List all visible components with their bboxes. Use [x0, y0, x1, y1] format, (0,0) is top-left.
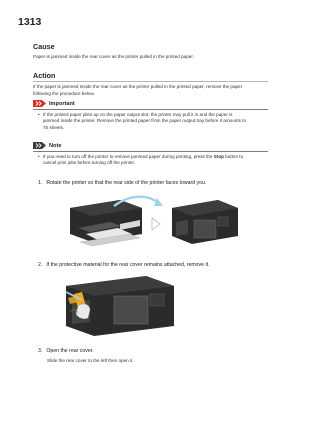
note-bullet [38, 154, 268, 167]
action-text-2: following the procedure below. [33, 91, 95, 96]
step-2-text: If the protective material for the rear cover remains attached, remove it. [46, 262, 210, 268]
stop-button-ref: Stop [213, 154, 224, 159]
important-line-1: If the printed paper piles up on the paper output slot, the printer may pull it in and the paper is [43, 112, 233, 117]
note-callout-header [33, 142, 61, 149]
action-heading: Action [33, 71, 56, 80]
printer-rear-image [172, 200, 238, 244]
error-code-title: 1313 [18, 16, 42, 28]
note-line-1-post: button to [223, 154, 244, 159]
action-divider [33, 81, 268, 82]
note-label: Note [49, 142, 62, 149]
action-text-1: If the paper is jammed inside the rear cover as the printer pulled in the printed paper, remove the paper [33, 84, 243, 89]
important-label: Important [49, 100, 75, 107]
rotate-printer-illustration [60, 190, 240, 252]
step-1 [38, 180, 206, 186]
note-icon [33, 142, 46, 149]
bullet-dot: • [38, 154, 40, 159]
note-line-1-pre: If you need to turn off the printer to remove jammed paper during printing, press the [43, 154, 214, 159]
note-line-2: cancel print jobs before turning off the printer. [43, 160, 136, 166]
step-3-text: Open the rear cover. [46, 348, 94, 354]
important-rule [33, 109, 268, 110]
important-line-3: 75 sheets. [43, 124, 65, 130]
step-3-number: 3. [38, 348, 43, 354]
step-1-text: Rotate the printer so that the rear side of the printer faces toward you. [46, 180, 207, 186]
step-2 [38, 262, 210, 268]
note-rule [33, 151, 268, 152]
important-bullet [38, 112, 268, 131]
step-3 [38, 348, 94, 354]
step-2-number: 2. [38, 262, 43, 268]
important-icon [33, 100, 46, 107]
cause-heading: Cause [33, 42, 55, 51]
important-callout-header [33, 100, 75, 107]
step-3-subtext: Slide the rear cover to the left then open it. [47, 358, 134, 363]
step-1-number: 1. [38, 180, 43, 186]
important-line-2: jammed inside the printer. Remove the printed paper from the paper output tray before it amounts to [43, 118, 247, 124]
bullet-dot: • [38, 112, 40, 117]
cause-text: Paper is jammed inside the rear cover as the printer pulled in the printed paper. [33, 54, 194, 59]
protective-material-illustration [60, 272, 180, 340]
printer-front-image [70, 200, 142, 246]
